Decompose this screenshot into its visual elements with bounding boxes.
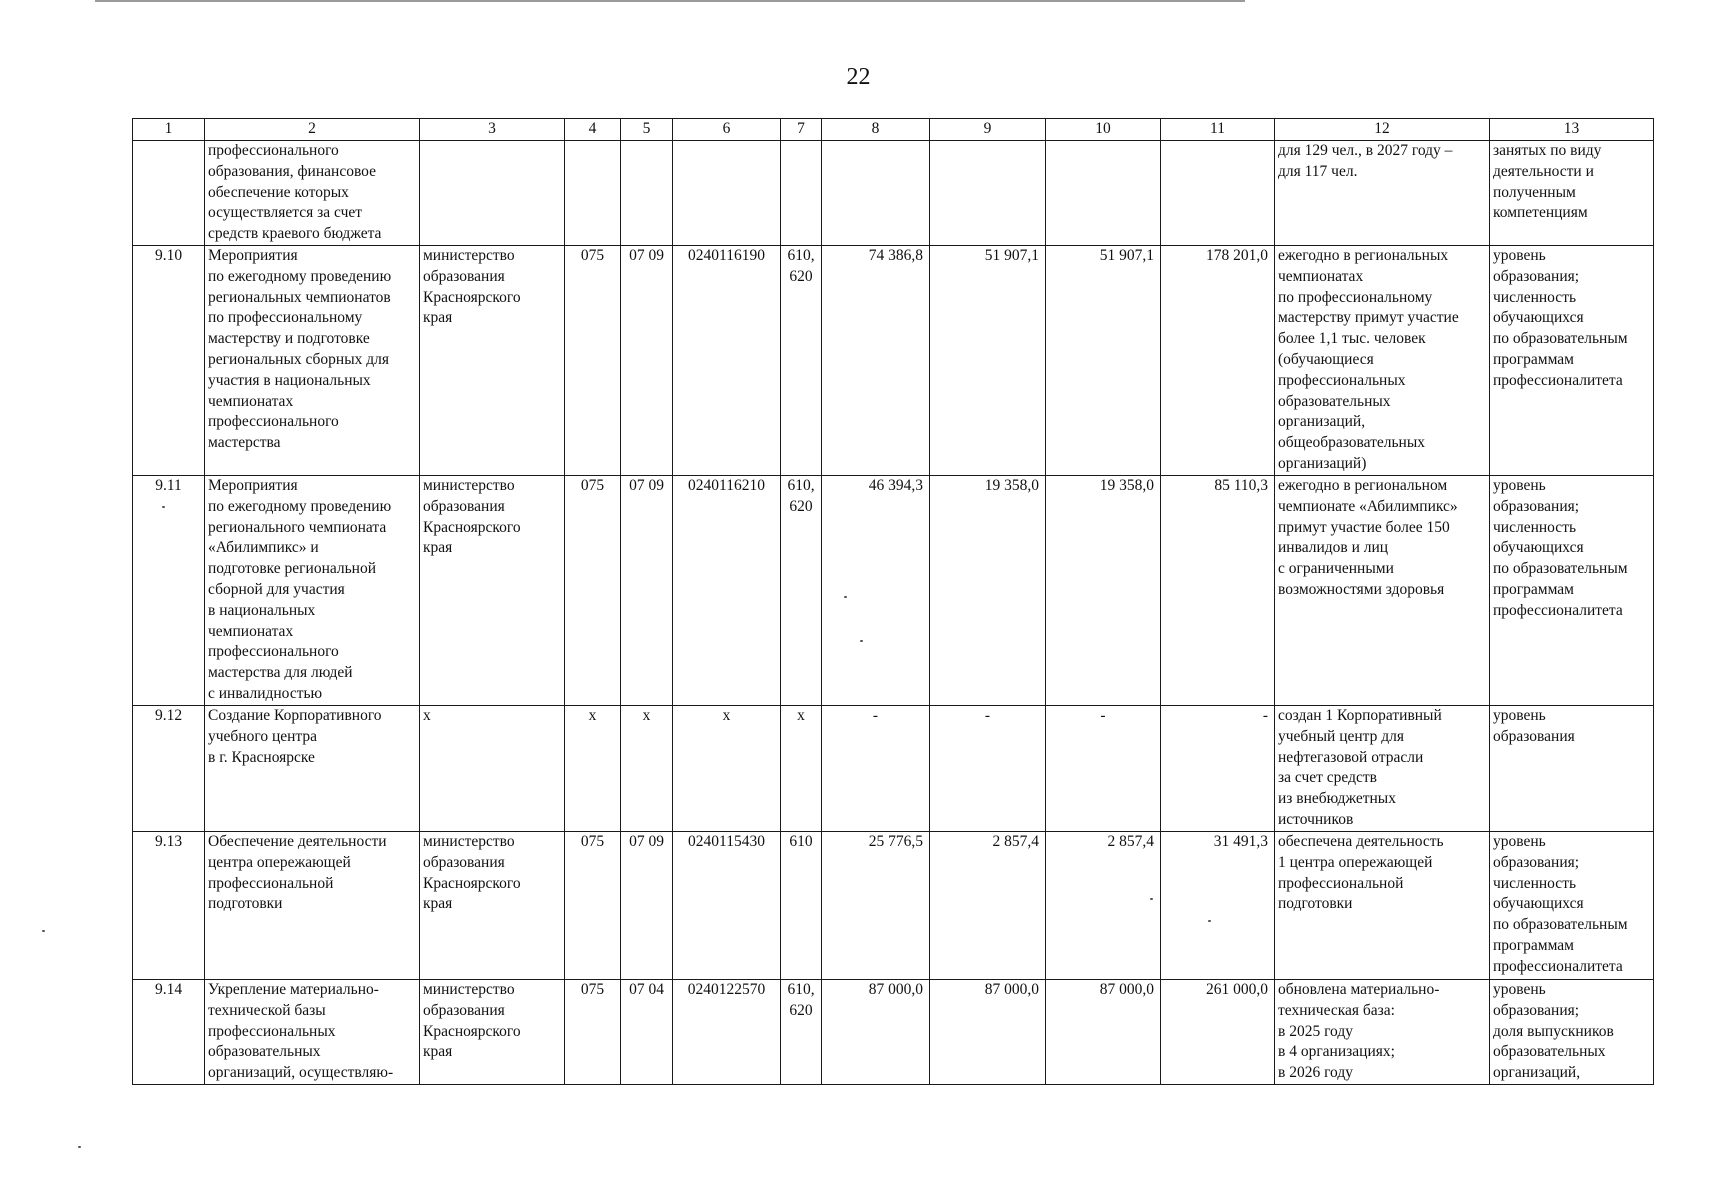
column-number: 13 bbox=[1490, 119, 1654, 141]
grbs-code: 075 bbox=[565, 832, 621, 980]
activity-name: профессионального образования, финансовое обеспечение которых осуществляется за счет средств краевого бюджета bbox=[205, 141, 420, 246]
scan-speck bbox=[78, 1146, 81, 1148]
indicator: занятых по виду деятельности и полученным компетенциям bbox=[1490, 141, 1654, 246]
executor: министерство образования Красноярского края bbox=[420, 476, 565, 706]
amount-2027: 51 907,1 bbox=[1046, 246, 1161, 476]
column-number: 2 bbox=[205, 119, 420, 141]
activity-name: Укрепление материально- технической базы профессиональных образовательных организаций, осуществляю- bbox=[205, 980, 420, 1085]
amount-2025: - bbox=[822, 706, 930, 832]
row-number bbox=[133, 141, 205, 246]
vr-code: 610, 620 bbox=[781, 476, 822, 706]
amount-total: 261 000,0 bbox=[1161, 980, 1275, 1085]
expected-result: ежегодно в региональных чемпионатах по профессиональному мастерству примут участие более 1,1 тыс. человек (обучающиеся профессиональных образовательных организаций, общеобразовательных организаций) bbox=[1275, 246, 1490, 476]
row-number: 9.14 bbox=[133, 980, 205, 1085]
amount-2027: 2 857,4 bbox=[1046, 832, 1161, 980]
scan-speck bbox=[162, 506, 165, 508]
page-number: 22 bbox=[846, 64, 871, 90]
rzpr-code: 07 09 bbox=[621, 832, 673, 980]
expected-result: обеспечена деятельность 1 центра опережающей профессиональной подготовки bbox=[1275, 832, 1490, 980]
amount-total: 178 201,0 bbox=[1161, 246, 1275, 476]
vr-code: 610 bbox=[781, 832, 822, 980]
amount-2025: 25 776,5 bbox=[822, 832, 930, 980]
expected-result: создан 1 Корпоративный учебный центр для нефтегазовой отрасли за счет средств из внебюджетных источников bbox=[1275, 706, 1490, 832]
row-number: 9.13 bbox=[133, 832, 205, 980]
executor: х bbox=[420, 706, 565, 832]
executor: министерство образования Красноярского края bbox=[420, 246, 565, 476]
amount-2025: 46 394,3 bbox=[822, 476, 930, 706]
csr-code bbox=[673, 141, 781, 246]
csr-code: 0240116190 bbox=[673, 246, 781, 476]
activity-name: Мероприятия по ежегодному проведению регионального чемпионата «Абилимпикс» и подготовке региональной сборной для участия в национальных чемпионатах профессионального мастерства для людей с инвалидностью bbox=[205, 476, 420, 706]
program-activities-table bbox=[132, 118, 1654, 1085]
row-number: 9.12 bbox=[133, 706, 205, 832]
column-number: 10 bbox=[1046, 119, 1161, 141]
grbs-code: 075 bbox=[565, 246, 621, 476]
csr-code: х bbox=[673, 706, 781, 832]
csr-code: 0240116210 bbox=[673, 476, 781, 706]
scan-speck bbox=[1208, 920, 1211, 922]
column-number: 5 bbox=[621, 119, 673, 141]
amount-2026: 19 358,0 bbox=[930, 476, 1046, 706]
grbs-code bbox=[565, 141, 621, 246]
executor bbox=[420, 141, 565, 246]
rzpr-code: х bbox=[621, 706, 673, 832]
activity-name: Обеспечение деятельности центра опережающей профессиональной подготовки bbox=[205, 832, 420, 980]
indicator: уровень образования; доля выпускников образовательных организаций, bbox=[1490, 980, 1654, 1085]
column-number: 7 bbox=[781, 119, 822, 141]
table-row bbox=[133, 246, 1654, 476]
amount-2025: 74 386,8 bbox=[822, 246, 930, 476]
indicator: уровень образования; численность обучающихся по образовательным программам профессионалитета bbox=[1490, 476, 1654, 706]
amount-2026: - bbox=[930, 706, 1046, 832]
rzpr-code bbox=[621, 141, 673, 246]
activity-name: Создание Корпоративного учебного центра в г. Красноярске bbox=[205, 706, 420, 832]
amount-2027: 87 000,0 bbox=[1046, 980, 1161, 1085]
table-row bbox=[133, 476, 1654, 706]
scan-speck bbox=[844, 596, 847, 598]
amount-2025: 87 000,0 bbox=[822, 980, 930, 1085]
indicator: уровень образования bbox=[1490, 706, 1654, 832]
column-number: 4 bbox=[565, 119, 621, 141]
column-number: 1 bbox=[133, 119, 205, 141]
table-row bbox=[133, 980, 1654, 1085]
vr-code: 610, 620 bbox=[781, 980, 822, 1085]
vr-code: х bbox=[781, 706, 822, 832]
csr-code: 0240122570 bbox=[673, 980, 781, 1085]
grbs-code: 075 bbox=[565, 980, 621, 1085]
amount-2026 bbox=[930, 141, 1046, 246]
amount-total: 85 110,3 bbox=[1161, 476, 1275, 706]
scan-speck bbox=[42, 930, 45, 932]
csr-code: 0240115430 bbox=[673, 832, 781, 980]
amount-2026: 87 000,0 bbox=[930, 980, 1046, 1085]
amount-2026: 2 857,4 bbox=[930, 832, 1046, 980]
vr-code: 610, 620 bbox=[781, 246, 822, 476]
expected-result: обновлена материально- техническая база: в 2025 году в 4 организациях; в 2026 году bbox=[1275, 980, 1490, 1085]
row-number: 9.10 bbox=[133, 246, 205, 476]
scan-edge-line bbox=[95, 0, 1245, 2]
expected-result: ежегодно в региональном чемпионате «Абилимпикс» примут участие более 150 инвалидов и лиц с ограниченными возможностями здоровья bbox=[1275, 476, 1490, 706]
table-row bbox=[133, 832, 1654, 980]
column-number: 6 bbox=[673, 119, 781, 141]
column-number: 12 bbox=[1275, 119, 1490, 141]
amount-total bbox=[1161, 141, 1275, 246]
activity-name: Мероприятия по ежегодному проведению региональных чемпионатов по профессиональному мастерству и подготовке региональных сборных для участия в национальных чемпионатах профессионального мастерства bbox=[205, 246, 420, 476]
row-number: 9.11 bbox=[133, 476, 205, 706]
column-number: 3 bbox=[420, 119, 565, 141]
scan-speck bbox=[860, 640, 863, 642]
column-number: 9 bbox=[930, 119, 1046, 141]
amount-2027: 19 358,0 bbox=[1046, 476, 1161, 706]
scan-speck bbox=[1150, 898, 1153, 900]
grbs-code: 075 bbox=[565, 476, 621, 706]
amount-total: - bbox=[1161, 706, 1275, 832]
amount-2025 bbox=[822, 141, 930, 246]
column-number: 11 bbox=[1161, 119, 1275, 141]
grbs-code: х bbox=[565, 706, 621, 832]
rzpr-code: 07 09 bbox=[621, 246, 673, 476]
expected-result: для 129 чел., в 2027 году – для 117 чел. bbox=[1275, 141, 1490, 246]
rzpr-code: 07 09 bbox=[621, 476, 673, 706]
amount-2027: - bbox=[1046, 706, 1161, 832]
amount-2026: 51 907,1 bbox=[930, 246, 1046, 476]
table-row bbox=[133, 141, 1654, 246]
amount-total: 31 491,3 bbox=[1161, 832, 1275, 980]
vr-code bbox=[781, 141, 822, 246]
executor: министерство образования Красноярского края bbox=[420, 832, 565, 980]
rzpr-code: 07 04 bbox=[621, 980, 673, 1085]
table-row bbox=[133, 706, 1654, 832]
column-number: 8 bbox=[822, 119, 930, 141]
executor: министерство образования Красноярского края bbox=[420, 980, 565, 1085]
column-number-row bbox=[133, 119, 1654, 141]
indicator: уровень образования; численность обучающихся по образовательным программам профессионалитета bbox=[1490, 246, 1654, 476]
amount-2027 bbox=[1046, 141, 1161, 246]
indicator: уровень образования; численность обучающихся по образовательным программам профессионалитета bbox=[1490, 832, 1654, 980]
